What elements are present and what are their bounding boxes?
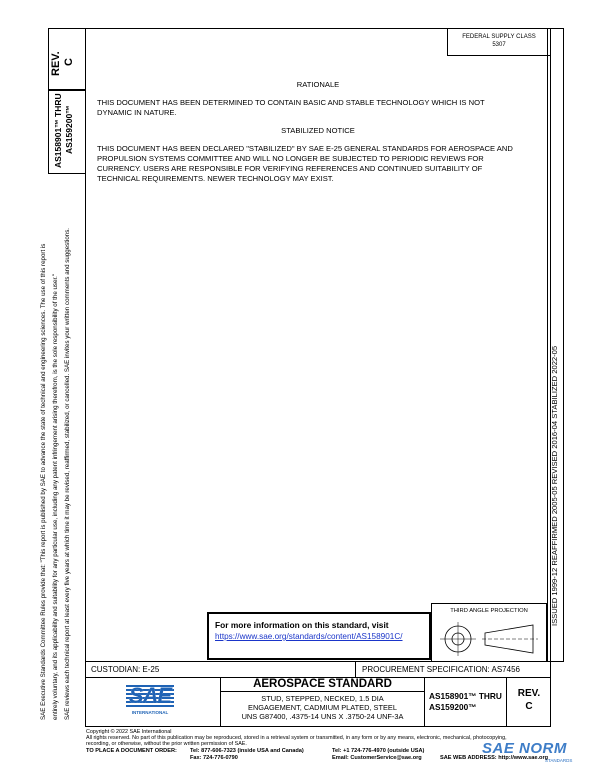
third-angle-projection-icon <box>440 620 540 658</box>
side-disclaimer-line3: SAE reviews each technical report at least every five years at which time it may be revised, reaffirmed, stabilized, or cancelled. SAE invites your written comments and suggestions. <box>64 227 71 720</box>
side-disclaimer-line1: SAE Executive Standards Committee Rules provide that: "This report is published by SAE to advance the state of technical and engineering sciences. The use of this report is <box>40 243 47 720</box>
stabilized-text-3: CURRENCY. USERS ARE RESPONSIBLE FOR VERIFYING REFERENCES AND CONTINUED SUITABILITY OF <box>97 164 483 173</box>
title-desc-1: STUD, STEPPED, NECKED, 1.5 DIA <box>261 694 384 703</box>
procurement-text: PROCUREMENT SPECIFICATION: AS7456 <box>362 665 520 674</box>
rev-label-top: REV. <box>50 51 62 76</box>
rationale-text-2: DYNAMIC IN NATURE. <box>97 108 177 117</box>
dates-text: ISSUED 1999-12 REAFFIRMED 2005-05 REVISED 2016-04 STABILIZED 2022-05 <box>550 345 559 626</box>
footer-web: SAE WEB ADDRESS: http://www.sae.org <box>440 755 549 761</box>
footer-tel-us: Tel: 877-606-7323 (inside USA and Canada) <box>190 748 304 754</box>
rationale-heading: RATIONALE <box>296 80 340 89</box>
custodian-text: CUSTODIAN: E-25 <box>91 665 160 674</box>
standard-url-link[interactable]: https://www.sae.org/standards/content/AS158901C/ <box>215 632 403 641</box>
procurement-divider <box>355 661 356 678</box>
doc-number-line1: AS158901™ THRU <box>429 691 502 701</box>
stabilized-heading: STABILIZED NOTICE <box>281 126 355 135</box>
aerospace-standard-heading: AEROSPACE STANDARD <box>253 678 392 690</box>
doc-number-side-line2: AS159200™ <box>64 105 74 154</box>
sae-logo-text: SAE <box>128 683 172 708</box>
info-box-title: For more information on this standard, visit <box>215 620 389 630</box>
doc-number-side-line1: AS158901™ THRU <box>53 93 63 168</box>
sae-norm-watermark: SAE NORM <box>482 740 567 757</box>
footer-rights-1: All rights reserved. No part of this publication may be reproduced, stored in a retrieval system or transmitted, in any form or by any means, electronic, mechanical, photocopying, <box>86 735 507 741</box>
footer-order-label: TO PLACE A DOCUMENT ORDER: <box>86 748 177 754</box>
footer-fax: Fax: 724-776-0790 <box>190 755 238 761</box>
footer-tel-intl: Tel: +1 724-776-4970 (outside USA) <box>332 748 425 754</box>
footer-email: Email: CustomerService@sae.org <box>332 755 422 761</box>
rev-letter: C <box>525 701 533 712</box>
rev-label: REV. <box>517 688 541 699</box>
footer-rights-2: recording, or otherwise, without the prior written permission of SAE. <box>86 741 247 747</box>
footer-copyright: Copyright © 2022 SAE International <box>86 729 172 735</box>
side-disclaimer-line2: entirely voluntary, and its applicability and suitability for any particular use, including any patent infringement arising therefrom, is the sole responsibility of the user." <box>52 273 59 720</box>
rationale-text-1: THIS DOCUMENT HAS BEEN DETERMINED TO CONTAIN BASIC AND STABLE TECHNOLOGY WHICH IS NOT <box>97 98 485 107</box>
title-desc-2: ENGAGEMENT, CADMIUM PLATED, STEEL <box>248 703 397 712</box>
sae-logo-sub: INTERNATIONAL <box>131 710 169 715</box>
title-desc-3: UNS G87400, .4375-14 UNS X .3750-24 UNF-3A <box>241 712 404 721</box>
stabilized-text-4: TECHNICAL REQUIREMENTS. NEWER TECHNOLOGY MAY EXIST. <box>97 174 334 183</box>
sae-norm-watermark-sub: STANDARDS <box>545 758 573 763</box>
stabilized-text-1: THIS DOCUMENT HAS BEEN DECLARED "STABILIZED" BY SAE E-25 GENERAL STANDARDS FOR AEROSPACE AND <box>97 144 513 153</box>
stabilized-text-2: PROPULSION SYSTEMS COMMITTEE AND WILL NO LONGER BE SUBJECTED TO PERIODIC REVIEWS FOR <box>97 154 484 163</box>
doc-number-line2: AS159200™ <box>429 702 477 712</box>
supply-class-label: FEDERAL SUPPLY CLASS <box>462 34 536 40</box>
rev-letter-top: C <box>63 58 75 66</box>
projection-label: THIRD ANGLE PROJECTION <box>450 608 528 614</box>
supply-class-value: 5307 <box>492 42 506 48</box>
